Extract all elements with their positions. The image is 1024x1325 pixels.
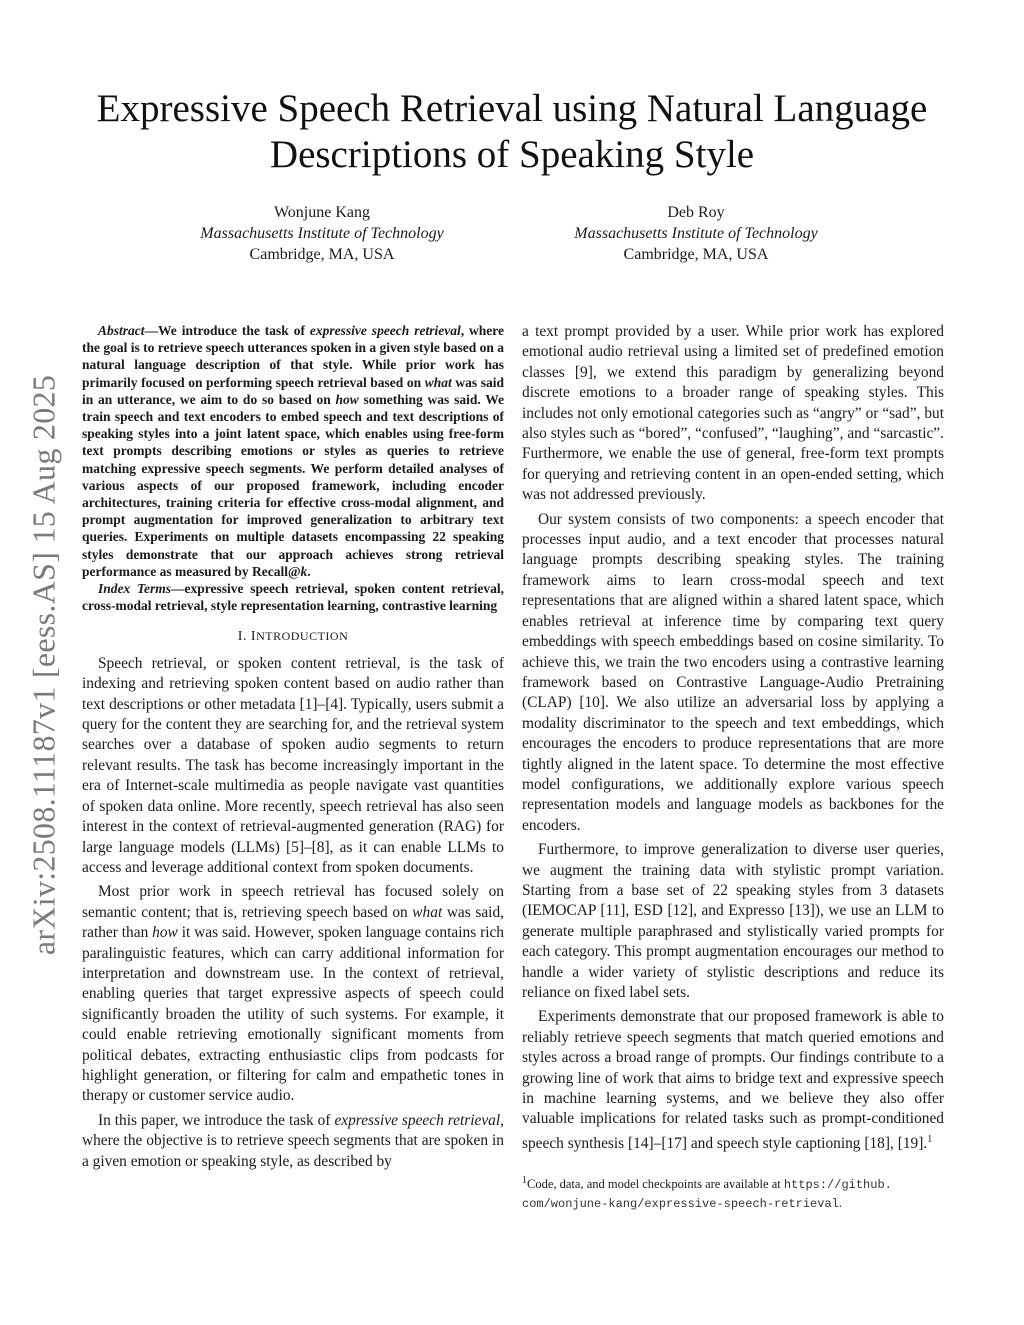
author-affiliation: Massachusetts Institute of Technology xyxy=(574,225,818,242)
body-text: Experiments demonstrate that our proposed framework is able to reliably retrieve speech segments that match queried emotions and styles across a broad range of prompts. Our findings contribute to a growing line of work that aims to bridge text and expressive speech in machine learning systems, and we believe they also offer valuable implications for related tasks such as prompt-conditioned speech synthesis [14]–[17] and speech style captioning [18], [19]. xyxy=(522,1008,944,1152)
body-paragraph: Furthermore, to improve generalization to diverse user queries, we augment the training data with stylistic prompt variation. Starting from a base set of 22 speaking styles from 3 datasets (IEMOCAP [11], ESD [12], and Expresso [13]), we use an LLM to generate multiple paraphrased and stylistically varied prompts for each category. This prompt augmentation encourages our method to handle a wider variety of stylistic descriptions and reduce its reliance on fixed label sets. xyxy=(522,841,944,1001)
author-location: Cambridge, MA, USA xyxy=(249,246,395,263)
section-title-initial: I xyxy=(250,629,257,645)
section-heading xyxy=(82,626,504,647)
index-terms xyxy=(82,580,504,614)
abstract-text: —We introduce the task of xyxy=(144,323,310,338)
body-text: was said, rather than xyxy=(82,903,504,942)
body-emphasis: expressive speech retrieval xyxy=(334,1111,501,1129)
author-affiliation: Massachusetts Institute of Technology xyxy=(200,225,444,242)
abstract-text: . xyxy=(307,563,311,579)
body-paragraph xyxy=(522,1007,944,1154)
author-name: Wonjune Kang xyxy=(273,204,371,221)
body-text: , where the objective is to retrieve speech segments that are spoken in a given emotion or speaking style, as described by xyxy=(82,1111,504,1170)
footnote-link[interactable]: https://github. xyxy=(783,1178,892,1193)
footnote-marker: 1 xyxy=(927,1133,933,1145)
left-column xyxy=(82,322,504,1176)
author-block-2 xyxy=(531,202,861,265)
index-terms-text: —expressive speech retrieval, spoken content retrieval, cross-modal retrieval, style representation learning, contrastive learning xyxy=(82,581,504,614)
paper-title: Expressive Speech Retrieval using Natural Language Descriptions of Speaking Style xyxy=(96,87,928,176)
body-emphasis: how xyxy=(152,924,178,942)
footnote-link[interactable]: com/wonjune-kang/expressive-speech-retrieval xyxy=(522,1196,839,1211)
body-paragraph xyxy=(82,882,504,1106)
abstract-text: something was said. We train speech and text encoders to embed speech and text descriptions of speaking styles into a joint latent space, which enables using free-form text prompts describing emotions or styles as queries to retrieve matching expressive speech segments. We perform detailed analyses of various aspects of our proposed framework, including encoder architectures, training criteria for effective cross-modal alignment, and prompt augmentation for improved generalization to arbitrary text queries. Experiments on multiple datasets encompassing 22 speaking styles demonstrate that our approach achieves strong retrieval performance as measured by Recall@ xyxy=(82,391,504,579)
abstract-text: , where the goal is to retrieve speech utterances spoken in a given style based on a natural language description of that style. While prior work has primarily focused on performing speech retrieval based on xyxy=(82,323,505,390)
footnote-mark: 1 xyxy=(522,1175,527,1187)
footnote-text: . xyxy=(838,1195,842,1210)
abstract-text: was said in an utterance, we aim to do so based on xyxy=(82,374,505,407)
footnote-text: Code, data, and model checkpoints are available at xyxy=(527,1177,784,1192)
body-text: Most prior work in speech retrieval has focused solely on semantic content; that is, retrieving speech based on xyxy=(82,883,504,921)
body-paragraph: Our system consists of two components: a speech encoder that processes input audio, and a text encoder that processes natural language prompts describing speaking styles. The training framework aims to learn cross-modal speech and text representations that are aligned within a shared latent space, which enables retrieval at inference time by comparing text query embeddings with speech embeddings based on cosine similarity. To achieve this, we train the two encoders using a contrastive learning framework based on Contrastive Language-Audio Pretraining (CLAP) [10]. We also utilize an adversarial loss by applying a modality discriminator to the speech and text embeddings, which encourages the encoders to produce representations that are more tightly aligned in the latent space. To determine the most effective model configurations, we additionally explore various speech representation models and language models as backbones for the encoders. xyxy=(522,510,944,834)
body-paragraph: a text prompt provided by a user. While prior work has explored emotional audio retrieval using a limited set of predefined emotion classes [9], we extend this paradigm by generalizing beyond discrete emotions to a broader range of speaking styles. This includes not only emotional categories such as “angry” or “sad”, but also styles such as “bored”, “confused”, “laughing”, and “sarcastic”. Furthermore, we enable the use of general, free-form text prompts for querying and retrieving content in an open-ended setting, which was not addressed previously. xyxy=(522,323,944,504)
arxiv-identifier: arXiv:2508.11187v1 [eess.AS] 15 Aug 2025 xyxy=(25,374,62,956)
abstract-label: Abstract xyxy=(98,323,145,338)
author-location: Cambridge, MA, USA xyxy=(623,246,769,263)
abstract-emphasis: how xyxy=(335,391,359,407)
section-number: I. xyxy=(237,629,247,645)
body-emphasis: what xyxy=(412,903,443,921)
abstract xyxy=(82,322,504,580)
footnote xyxy=(522,1172,944,1212)
right-column xyxy=(522,322,944,1213)
abstract-emphasis: expressive speech retrieval xyxy=(309,323,461,338)
body-text: it was said. However, spoken language contains rich paralinguistic features, which can carry additional information for interpretation and downstream use. In the context of retrieval, enabling queries that target expressive aspects of speech could significantly broaden the utility of such systems. For example, it could enable retrieving emotionally significant moments from political debates, extracting enthusiastic clips from podcasts for highlight generation, or filtering for calm and empathetic tones in therapy or customer service audio. xyxy=(82,924,505,1105)
body-paragraph xyxy=(82,1111,504,1172)
arxiv-identifier-stamp xyxy=(14,350,74,980)
abstract-emphasis: what xyxy=(424,374,452,390)
abstract-emphasis: k xyxy=(300,563,308,579)
index-terms-label: Index Terms xyxy=(98,581,172,597)
author-name: Deb Roy xyxy=(667,204,725,221)
body-text: In this paper, we introduce the task of xyxy=(98,1111,335,1129)
body-paragraph: Speech retrieval, or spoken content retrieval, is the task of indexing and retrieving spoken content based on audio rather than text descriptions or other metadata [1]–[4]. Typically, users submit a query for the content they are searching for, and the retrieval system searches over a database of spoken audio segments to return relevant results. The task has become increasingly important in the era of Internet-scale multimedia as people navigate vast quantities of spoken data online. More recently, speech retrieval has also seen interest in the context of retrieval-augmented generation (RAG) for large language models (LLMs) [5]–[8], as it can enable LLMs to access and leverage additional context from spoken documents. xyxy=(82,654,504,876)
section-title-rest: NTRODUCTION xyxy=(256,629,349,644)
author-block-1 xyxy=(157,202,487,265)
